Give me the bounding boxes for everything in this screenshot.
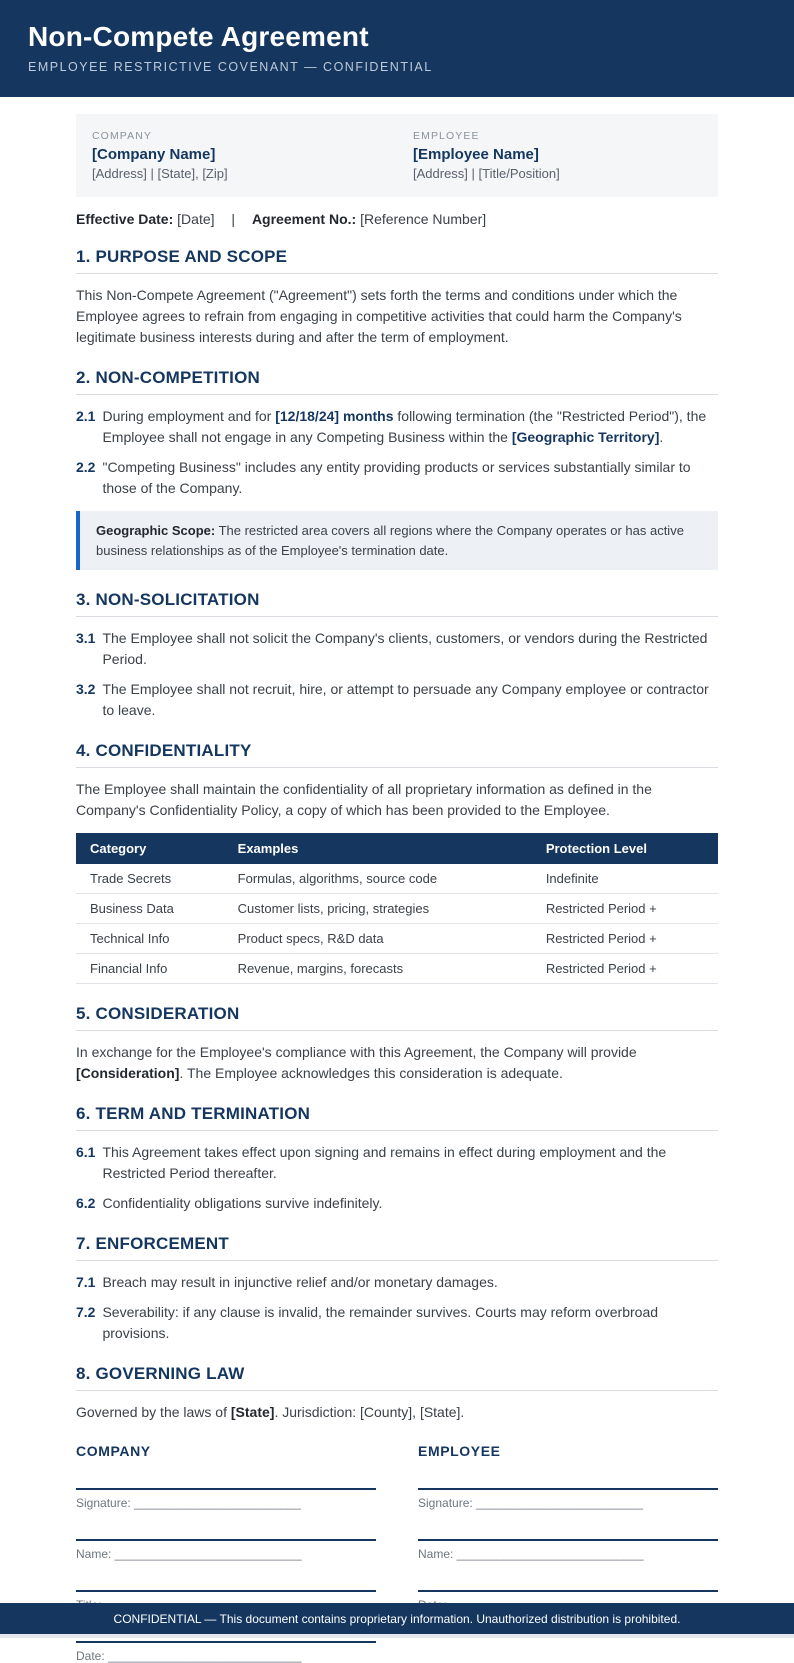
parties-panel bbox=[76, 114, 718, 197]
clause-text: The Employee shall not recruit, hire, or attempt to persuade any Company employee or contractor to leave. bbox=[102, 681, 709, 718]
table-cell: Restricted Period + bbox=[532, 924, 718, 954]
table-cell: Indefinite bbox=[532, 864, 718, 894]
table-cell: Business Data bbox=[76, 894, 224, 924]
clause-number: 3.1 bbox=[76, 630, 96, 646]
clause-number: 2.1 bbox=[76, 408, 96, 424]
clause-number: 6.1 bbox=[76, 1144, 96, 1160]
governing-law-paragraph: Governed by the laws of [State]. Jurisdiction: [County], [State]. bbox=[76, 1404, 465, 1420]
table-row bbox=[76, 894, 718, 924]
signature-row bbox=[76, 1488, 376, 1510]
column-header-category: Category bbox=[76, 833, 224, 864]
document-header bbox=[0, 0, 794, 97]
confidentiality-table bbox=[76, 833, 718, 984]
section-heading: 5. CONSIDERATION bbox=[76, 1004, 718, 1031]
column-header-protection-level: Protection Level bbox=[532, 833, 718, 864]
table-cell: Restricted Period + bbox=[532, 954, 718, 984]
section-governing-law bbox=[76, 1364, 718, 1423]
employee-name: [Employee Name] bbox=[413, 146, 539, 163]
clause-6-1 bbox=[76, 1142, 718, 1184]
clause-number: 6.2 bbox=[76, 1195, 96, 1211]
consideration-paragraph: In exchange for the Employee's compliance with this Agreement, the Company will provide [Consideration]. The Employee acknowledges this consideration is adequate. bbox=[76, 1044, 637, 1081]
agreement-meta bbox=[76, 211, 718, 227]
bottom-strip bbox=[0, 1634, 794, 1638]
section-nonsolicitation bbox=[76, 590, 718, 721]
section-term bbox=[76, 1104, 718, 1214]
company-name: [Company Name] bbox=[92, 146, 216, 163]
section-consideration bbox=[76, 1004, 718, 1084]
clause-number: 2.2 bbox=[76, 459, 96, 475]
geographic-scope-callout: Geographic Scope: The restricted area covers all regions where the Company operates or has active business relationships as of the Employee's termination date. bbox=[76, 511, 718, 570]
section-heading: 8. GOVERNING LAW bbox=[76, 1364, 718, 1391]
purpose-paragraph: This Non-Compete Agreement ("Agreement") sets forth the terms and conditions under which the Employee agrees to refrain from engaging in competitive activities that could harm the Company's legitimate business interests during and after the term of employment. bbox=[76, 287, 682, 345]
agreement-no-label: Agreement No.: bbox=[251, 211, 357, 227]
table-row bbox=[76, 924, 718, 954]
signature-line bbox=[418, 1488, 718, 1490]
employee-details: [Address] | [Title/Position] bbox=[413, 166, 560, 181]
company-party-block bbox=[76, 127, 397, 184]
table-cell: Restricted Period + bbox=[532, 894, 718, 924]
meta-separator: | bbox=[231, 211, 236, 227]
section-heading: 3. NON-SOLICITATION bbox=[76, 590, 718, 617]
confidentiality-paragraph: The Employee shall maintain the confidentiality of all proprietary information as defined in the Company's Confidentiality Policy, a copy of which has been provided to the Employee. bbox=[76, 781, 652, 818]
clause-text: During employment and for [12/18/24] months following termination (the "Restricted Period"), the Employee shall not engage in any Competing Business within the [Geographic Territory]. bbox=[102, 408, 707, 445]
clause-text: "Competing Business" includes any entity providing products or services substantially similar to those of the Company. bbox=[102, 459, 691, 496]
name-label: Name: ____________________________ bbox=[76, 1547, 302, 1561]
signature-line bbox=[418, 1590, 718, 1592]
table-cell: Product specs, R&D data bbox=[224, 924, 532, 954]
signature-line bbox=[76, 1641, 376, 1643]
table-cell: Revenue, margins, forecasts bbox=[224, 954, 532, 984]
section-heading: 7. ENFORCEMENT bbox=[76, 1234, 718, 1261]
name-label: Name: ____________________________ bbox=[418, 1547, 644, 1561]
clause-text: Severability: if any clause is invalid, the remainder survives. Courts may reform overbroad provisions. bbox=[102, 1304, 659, 1341]
section-purpose bbox=[76, 247, 718, 348]
section-confidentiality bbox=[76, 741, 718, 984]
table-cell: Technical Info bbox=[76, 924, 224, 954]
date-label: Date: _____________________________ bbox=[76, 1649, 302, 1663]
table-cell: Formulas, algorithms, source code bbox=[224, 864, 532, 894]
table-cell: Financial Info bbox=[76, 954, 224, 984]
clause-text: Breach may result in injunctive relief and/or monetary damages. bbox=[102, 1274, 498, 1290]
company-details: [Address] | [State], [Zip] bbox=[92, 166, 228, 181]
signature-row bbox=[76, 1539, 376, 1561]
signature-line bbox=[418, 1539, 718, 1541]
signature-line bbox=[76, 1539, 376, 1541]
company-signature-title: COMPANY bbox=[76, 1443, 151, 1459]
page-title: Non-Compete Agreement bbox=[28, 21, 369, 52]
column-header-examples: Examples bbox=[224, 833, 532, 864]
table-header-row bbox=[76, 833, 718, 864]
clause-2-2 bbox=[76, 457, 718, 499]
signature-label: Signature: _________________________ bbox=[418, 1496, 643, 1510]
section-heading: 2. NON-COMPETITION bbox=[76, 368, 718, 395]
section-enforcement bbox=[76, 1234, 718, 1344]
clause-6-2 bbox=[76, 1193, 718, 1214]
effective-date-value: [Date] bbox=[177, 211, 215, 227]
signature-label: Signature: _________________________ bbox=[76, 1496, 301, 1510]
signature-row bbox=[76, 1641, 376, 1663]
confidential-footer bbox=[0, 1603, 794, 1634]
clause-number: 3.2 bbox=[76, 681, 96, 697]
table-row bbox=[76, 864, 718, 894]
agreement-no-value: [Reference Number] bbox=[360, 211, 487, 227]
clause-text: Confidentiality obligations survive indefinitely. bbox=[102, 1195, 383, 1211]
section-noncompetition bbox=[76, 368, 718, 570]
page-subtitle: EMPLOYEE RESTRICTIVE COVENANT — CONFIDENTIAL bbox=[28, 60, 433, 74]
employee-label: EMPLOYEE bbox=[413, 130, 480, 142]
table-cell: Customer lists, pricing, strategies bbox=[224, 894, 532, 924]
clause-number: 7.1 bbox=[76, 1274, 96, 1290]
signature-line bbox=[76, 1590, 376, 1592]
footer-text: CONFIDENTIAL — This document contains proprietary information. Unauthorized distribution is prohibited. bbox=[113, 1611, 681, 1626]
clause-2-1 bbox=[76, 406, 718, 448]
clause-3-2 bbox=[76, 679, 718, 721]
clause-text: This Agreement takes effect upon signing and remains in effect during employment and the Restricted Period thereafter. bbox=[102, 1144, 667, 1181]
company-label: COMPANY bbox=[92, 130, 153, 142]
clause-text: The Employee shall not solicit the Company's clients, customers, or vendors during the Restricted Period. bbox=[102, 630, 708, 667]
clause-7-1 bbox=[76, 1272, 718, 1293]
table-row bbox=[76, 954, 718, 984]
signature-line bbox=[76, 1488, 376, 1490]
clause-number: 7.2 bbox=[76, 1304, 96, 1320]
clause-7-2 bbox=[76, 1302, 718, 1344]
section-heading: 6. TERM AND TERMINATION bbox=[76, 1104, 718, 1131]
document-body bbox=[0, 97, 794, 1663]
signature-row bbox=[418, 1539, 718, 1561]
table-cell: Trade Secrets bbox=[76, 864, 224, 894]
clause-3-1 bbox=[76, 628, 718, 670]
section-heading: 1. PURPOSE AND SCOPE bbox=[76, 247, 718, 274]
effective-date-label: Effective Date: bbox=[76, 211, 174, 227]
section-heading: 4. CONFIDENTIALITY bbox=[76, 741, 718, 768]
signature-row bbox=[418, 1488, 718, 1510]
employee-party-block bbox=[397, 127, 718, 184]
employee-signature-title: EMPLOYEE bbox=[418, 1443, 501, 1459]
